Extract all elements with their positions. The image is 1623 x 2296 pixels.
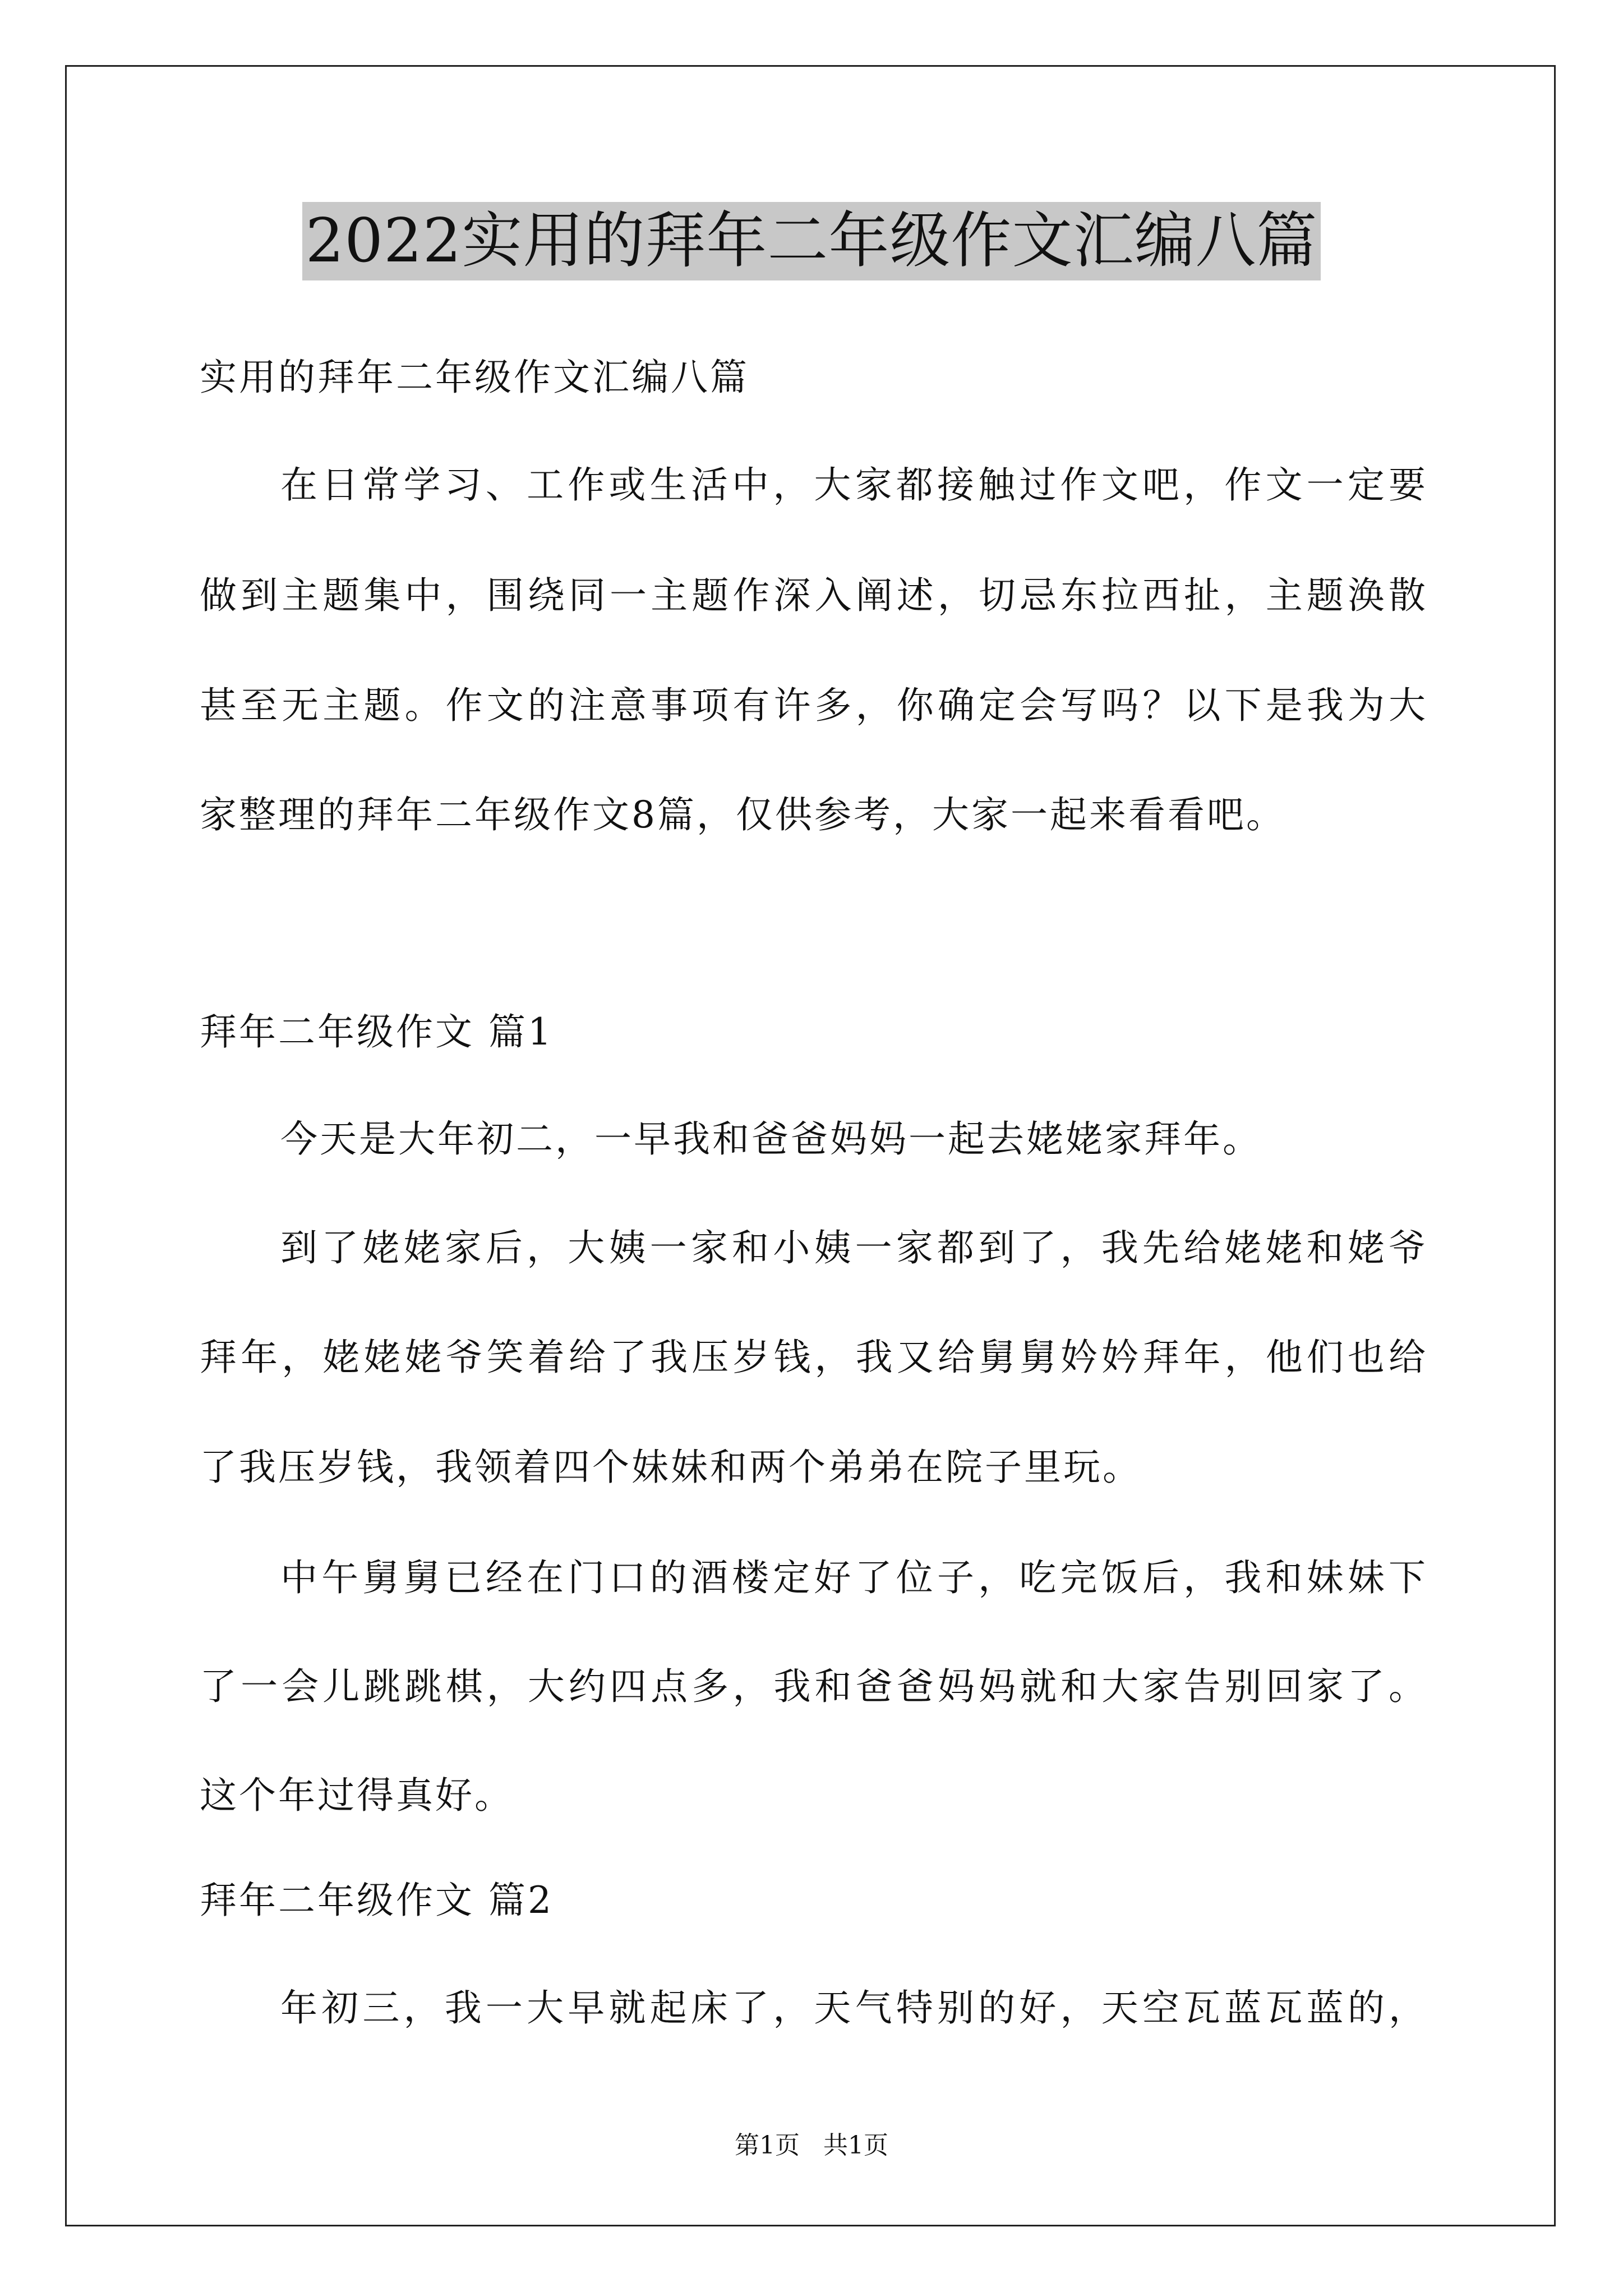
paragraph-line: 到了姥姥家后，大姨一家和小姨一家都到了，我先给姥姥和姥爷 [280, 1226, 1428, 1269]
paragraph-line: 年初三，我一大早就起床了，天气特别的好，天空瓦蓝瓦蓝的， [280, 1986, 1428, 2030]
paragraph-line: 了我压岁钱，我领着四个妹妹和两个弟弟在院子里玩。 [200, 1446, 1142, 1489]
paragraph-line: 了一会儿跳跳棋，大约四点多，我和爸爸妈妈就和大家告别回家了。 [200, 1665, 1428, 1708]
paragraph-line: 拜年，姥姥姥爷笑着给了我压岁钱，我又给舅舅妗妗拜年，他们也给 [200, 1336, 1428, 1379]
document-subtitle: 实用的拜年二年级作文汇编八篇 [200, 356, 749, 399]
title-container [0, 202, 1623, 280]
intro-line: 甚至无主题。作文的注意事项有许多，你确定会写吗？以下是我为大 [200, 684, 1428, 727]
paragraph-line: 这个年过得真好。 [200, 1774, 514, 1817]
page-footer [0, 2129, 1623, 2162]
section-heading: 拜年二年级作文 篇2 [200, 1879, 554, 1922]
paragraph-line: 今天是大年初二，一早我和爸爸妈妈一起去姥姥家拜年。 [280, 1117, 1262, 1161]
intro-line: 家整理的拜年二年级作文8篇，仅供参考，大家一起来看看吧。 [200, 793, 1285, 836]
intro-line: 在日常学习、工作或生活中，大家都接触过作文吧，作文一定要 [280, 463, 1428, 507]
page-total: 共1页 [823, 2131, 888, 2160]
section-heading: 拜年二年级作文 篇1 [200, 1010, 554, 1053]
document-title: 2022实用的拜年二年级作文汇编八篇 [302, 202, 1321, 280]
page-number: 第1页 [735, 2131, 800, 2160]
intro-line: 做到主题集中，围绕同一主题作深入阐述，切忌东拉西扯，主题涣散 [200, 574, 1428, 617]
paragraph-line: 中午舅舅已经在门口的酒楼定好了位子，吃完饭后，我和妹妹下 [280, 1556, 1428, 1599]
